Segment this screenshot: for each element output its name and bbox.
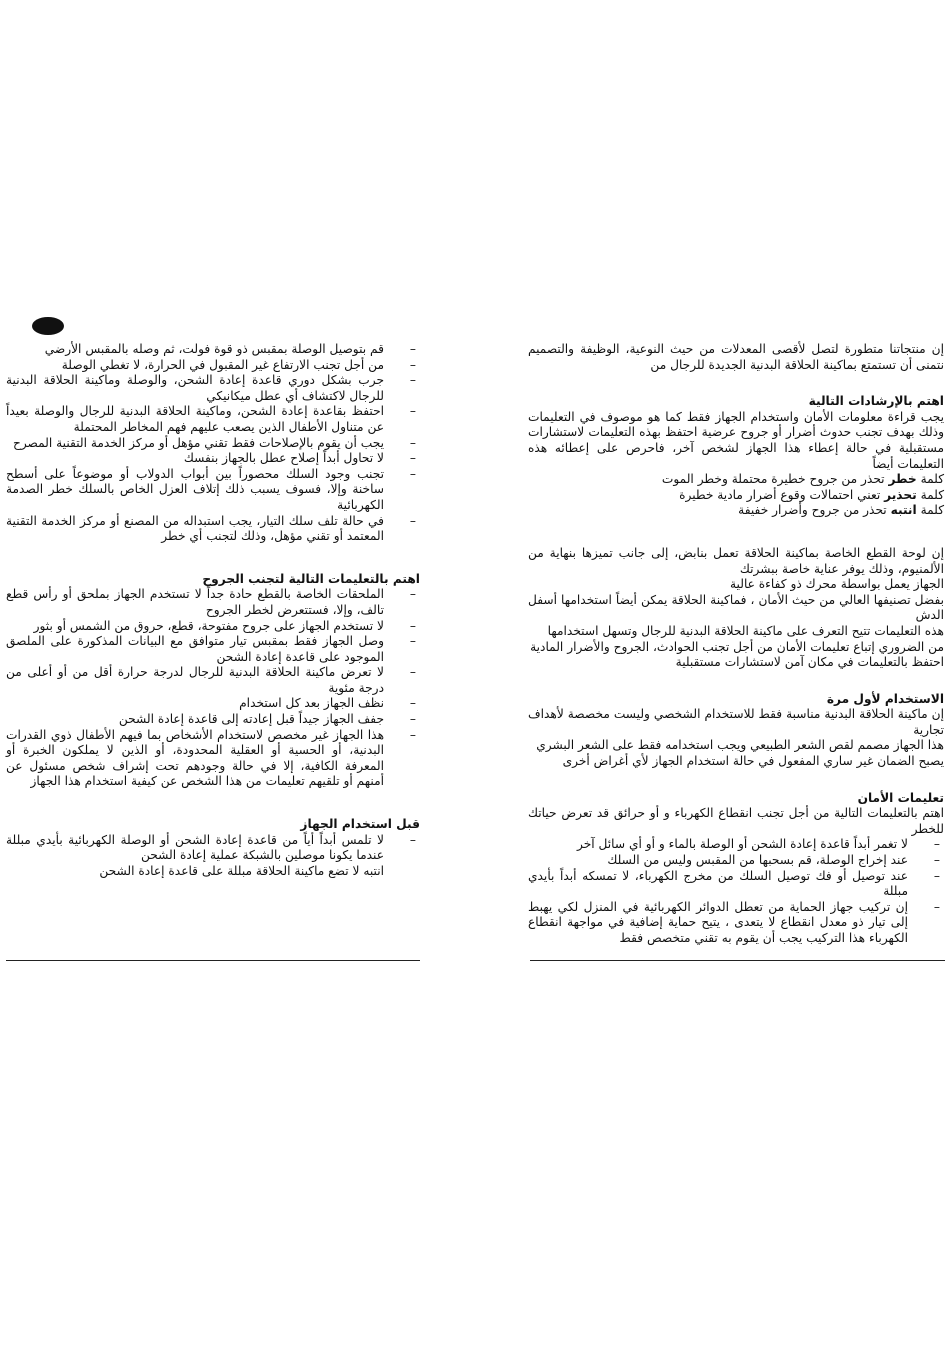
warning-danger: كلمة خطر تحذر من جروح خطيرة محتملة وخطر الموت — [661, 472, 944, 487]
list-item: – هذا الجهاز غير مخصص لاستخدام الأشخاص بما فيهم الأطفال ذوي القدرات البدنية، أو الحسية أو العقلية المحدودة، أو الذين لا يملكون الخبرة أو المعرفة الكافية، إلا في حالة وجودهم تحت إشراف شخص مسئول عن أمنهم أو تلقيهم تعليمات من هذا الشخص عن كيفية استخدام هذا الجهاز — [6, 728, 420, 790]
first-use-line: هذا الجهاز مصمم لقص الشعر الطبيعي ويجب استخدامه فقط على الشعر البشري — [536, 738, 944, 753]
language-badge-oval — [32, 317, 64, 335]
safety-intro: اهتم بالتعليمات التالية من أجل تجنب انقطاع الكهرباء و أو حرائق قد تعرض حياتك للخطر — [528, 806, 944, 836]
list-item: – احتفظ بقاعدة إعادة الشحن، وماكينة الحلاقة البدنية للرجال والوصلة بعيداً عن متناول الأطفال الذين يصعب عليهم فهم المخاطر المحتملة — [6, 404, 420, 435]
feature-line: الجهاز يعمل بواسطة محرك ذو كفاءة عالية — [730, 577, 944, 592]
before-use-list — [6, 833, 420, 864]
feature-line: بفضل تصنيفها العالي من حيث الأمان ، فماكينة الحلاقة يمكن أيضاً استخدامها أسفل الدش — [528, 592, 944, 623]
divider-left — [6, 960, 420, 961]
list-item: – نظف الجهاز بعد كل استخدام — [6, 696, 420, 712]
feature-line: إن لوحة القطع الخاصة بماكينة الحلاقة تعمل بنابض، إلى جانب تميزها بنهاية من الألمنيوم، وذلك يوفر عناية خاصة ببشرتك — [528, 545, 944, 576]
list-item: – الملحقات الخاصة بالقطع حادة جداً لا تستخدم الجهاز بملحق أو رأس قطع تالف، وإلا، فستتعرض لخطر الجروح — [6, 587, 420, 618]
injury-heading: اهتم بالتعليمات التالية لتجنب الجروح — [202, 571, 420, 586]
warning-word-danger: خطر — [888, 472, 917, 487]
before-use-heading: قبل استخدام الجهاز — [300, 817, 420, 832]
feature-line: هذه التعليمات تتيح التعرف على ماكينة الحلاقة البدنية للرجال وتسهل استخدامها — [547, 623, 944, 638]
warning-caution: كلمة تحذير تعني احتمالات وقوع أضرار مادية خطيرة — [679, 487, 944, 502]
list-item: – يجب أن يقوم بالإصلاحات فقط تقني مؤهل أو مركز الخدمة التقنية المصرح — [6, 436, 420, 452]
list-item: – في حالة تلف سلك التيار، يجب استبداله من المصنع أو مركز الخدمة التقنية المعتمد أو تقني مؤهل، وذلك لتجنب أي خطر — [6, 514, 420, 545]
list-item: – جفف الجهاز جيداً قبل إعادته إلى قاعدة إعادة الشحن — [6, 712, 420, 728]
guidelines-body: يجب قراءة معلومات الأمان واستخدام الجهاز فقط كما هو موصوف في التعليمات وذلك بهدف تجنب حدوث أضرار أو جروح عرضية احتفظ بهذه التعليمات لاستشارات مستقبلية في حالة إعطاء هذا الجهاز لشخص آخر، فاحرص على إعطائه هذه التعليمات أيضاً — [528, 409, 944, 471]
list-item: – لا تحاول أبداً إصلاح عطل بالجهاز بنفسك — [6, 451, 420, 467]
warning-word-caution: تحذير — [884, 487, 917, 502]
guidelines-heading: اهتم بالإرشادات التالية — [808, 394, 944, 409]
list-item: – لا تلمس أبداً أياً من قاعدة إعادة الشحن أو الوصلة الكهربائية بأيدي مبللة عندما يكونا موصلين بالشبكة عملية إعادة الشحن — [6, 833, 420, 864]
first-use-line: إن ماكينة الحلاقة البدنية مناسبة فقط للاستخدام الشخصي وليست مخصصة لأهداف تجارية — [528, 707, 944, 737]
feature-line: احتفظ بالتعليمات في مكان آمن لاستشارات مستقبلية — [675, 655, 944, 670]
first-use-heading: الاستخدام لأول مرة — [826, 691, 944, 706]
list-item: – من أجل تجنب الارتفاع غير المقبول في الحرارة، لا تغطي الوصلة — [6, 358, 420, 374]
before-use-note: انتبه لا تضع ماكينة الحلاقة مبللة على قاعدة إعادة الشحن — [99, 863, 384, 878]
left-column — [6, 342, 420, 879]
feature-line: من الضروري إتباع تعليمات الأمان من أجل تجنب الحوادث، الجروح والأضرار المادية — [530, 639, 944, 654]
intro-paragraph: إن منتجاتنا متطورة لتصل لأقصى المعدلات من حيث النوعية، الوظيفة والتصميم نتمنى أن تستمتع بماكينة الحلاقة البدنية الجديدة للرجال من — [528, 342, 944, 372]
first-use-line: يصبح الضمان غير ساري المفعول في حالة استخدام الجهاز لأي أغراض أخرى — [562, 754, 944, 769]
list-item: – تجنب وجود السلك محصوراً بين أبواب الدولاب أو موضوعاً على أسطح ساخنة وإلا، فسوف يسبب ذلك إتلاف العزل الخاص بالسلك خطر الصدمة الكهربائية — [6, 467, 420, 514]
warning-attention: كلمة انتبه تحذر من جروح وأضرار خفيفة — [738, 503, 944, 518]
list-item: – إن تركيب جهاز الحماية من تعطل الدوائر الكهربائية في المنزل لكي يهبط إلى تيار ذو معدل انقطاع لا يتعدى ، يتيح حماية إضافية في مواجهة انقطاع الكهرباء هذا التركيب يجب أن يقوم به تقني متخصص فقط — [528, 900, 944, 947]
list-item: – وصل الجهاز فقط بمقبس تيار متوافق مع البيانات المذكورة على الملصق الموجود على قاعدة إعادة الشحن — [6, 634, 420, 665]
list-item: – عند توصيل أو فك توصيل السلك من مخرج الكهرباء، لا تمسكه أبداً بأيدي مبللة — [528, 869, 944, 900]
list-item: – لا تستخدم الجهاز على جروح مفتوحة، قطع، حروق من الشمس أو بثور — [6, 619, 420, 635]
list-item: – قم بتوصيل الوصلة بمقبس ذو قوة فولت، ثم وصله بالمقبس الأرضي — [6, 342, 420, 358]
list-item: – عند إخراج الوصلة، قم بسحبها من المقبس وليس من السلك — [528, 853, 944, 869]
list-item: – جرب بشكل دوري قاعدة إعادة الشحن، والوصلة وماكينة الحلاقة البدنية للرجال لاكتشاف أي عطل ميكانيكي — [6, 373, 420, 404]
divider-right — [530, 960, 945, 961]
warning-word-attention: انتبه — [890, 503, 917, 518]
right-column — [528, 342, 944, 947]
list-item: – لا تغمر أبداً قاعدة إعادة الشحن أو الوصلة بالماء و أو أي سائل آخر — [528, 837, 944, 853]
electrical-list — [6, 342, 420, 545]
safety-heading: تعليمات الأمان — [857, 790, 944, 805]
list-item: – لا تعرض ماكينة الحلاقة البدنية للرجال لدرجة حرارة أقل من أو أعلى من درجة مئوية — [6, 665, 420, 696]
injury-list — [6, 587, 420, 790]
safety-list — [528, 837, 944, 946]
